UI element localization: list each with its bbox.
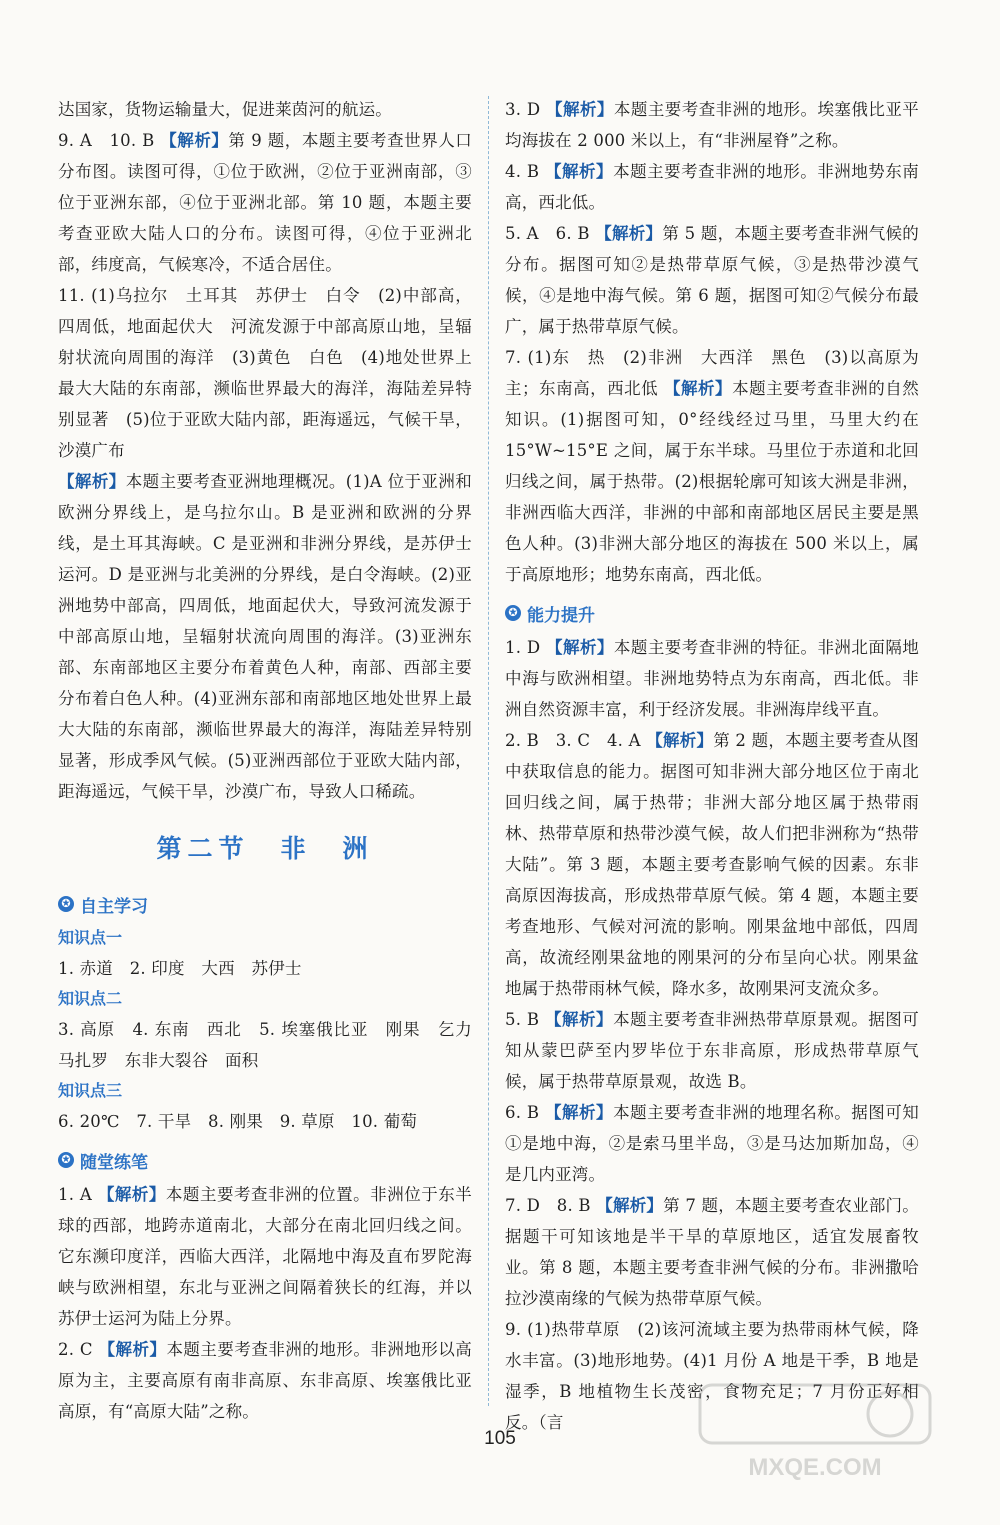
analysis-text: 本题主要考查非洲的位置。非洲位于东半球的西部，地跨赤道南北，大部分在南北回归线之间。它东濒印度洋，西临大西洋，北隔地中海及直布罗陀海峡与欧洲相望，东北与亚洲之间隔着狭长的红海，并以苏伊士运河为陆上分界。 <box>58 1185 472 1328</box>
answer-numbers: 3. D <box>505 100 541 119</box>
section-heading-nengli <box>505 596 919 630</box>
heading-label: 随堂练笔 <box>80 1152 148 1173</box>
analysis-label: 【解析】 <box>545 1010 614 1029</box>
paragraph <box>58 1179 472 1334</box>
analysis-text: 本题主要考查非洲的地形。非洲地形以高原为主，主要高原有南非高原、东非高原、埃塞俄比亚高原，有“高原大陆”之称。 <box>58 1340 472 1421</box>
analysis-text: 第 2 题，本题主要考查从图中获取信息的能力。据图可知非洲大部分地区位于南北回归线之间，属于热带；非洲大部分地区属于热带雨林、热带草原和热带沙漠气候，故人们把非洲称为“热带大陆”。第 3 题，本题主要考查影响气候的因素。东非高原因海拔高，形成热带草原气候。第 4 题，本题主要考查地形、气候对河流的影响。刚果盆地中部低，四周高，故流经刚果盆地的刚果河的分布呈向心状。刚果盆地属于热带雨林气候，降水多，故刚果河支流众多。 <box>505 731 919 998</box>
answer-numbers: 9. A 10. B <box>58 131 155 150</box>
paragraph <box>505 218 919 342</box>
analysis-text: 本题主要考查非洲热带草原景观。据图可知从蒙巴萨至内罗毕位于东非高原，形成热带草原气候，属于热带草原景观，故选 B。 <box>505 1010 919 1091</box>
answer-numbers: 2. C <box>58 1340 93 1359</box>
answer-text: 7. (1)东 热 (2)非洲 大西洋 黑色 (3)以高原为主；东南高，西北低 <box>505 348 919 398</box>
analysis-label: 【解析】 <box>58 472 126 491</box>
paragraph: 9. (1)热带草原 (2)该河流域主要为热带雨林气候，降水丰富。(3)地形地势。(4)1 月份 A 地是干季，B 地是湿季，B 地植物生长茂密，食物充足；7 月份正好相反。（言 <box>505 1320 919 1432</box>
paragraph <box>505 156 919 218</box>
watermark-logo <box>690 1377 940 1487</box>
paragraph <box>505 632 919 725</box>
paragraph <box>505 1190 919 1314</box>
analysis-text: 本题主要考查非洲的自然知识。(1)据图可知，0°经线经过马里，马里大约在 15°W~15°E 之间，属于东半球。马里位于赤道和北回归线之间，属于热带。(2)根据轮廓可知该大洲是非洲，非洲西临大西洋，非洲的中部和南部地区居民主要是黑色人种。(3)非洲大部分地区的海拔在 500 米以上，属于高原地形；地势东南高，西北低。 <box>505 379 919 584</box>
star-badge-icon: ✪ <box>58 896 74 912</box>
left-column <box>58 94 472 1427</box>
analysis-label: 【解析】 <box>545 162 614 181</box>
analysis-label: 【解析】 <box>595 224 663 243</box>
analysis-text: 第 9 题，本题主要考查世界人口分布图。读图可得，①位于欧洲，②位于亚洲南部，③位于亚洲东部，④位于亚洲北部。第 10 题，本题主要考查亚欧大陆人口的分布。读图可得，④位于亚洲北部，纬度高，气候寒冷，不适合居住。 <box>58 131 472 274</box>
paragraph: 11. (1)乌拉尔 土耳其 苏伊士 白令 (2)中部高，四周低，地面起伏大 河流发源于中部高原山地，呈辐射状流向周围的海洋 (3)黄色 白色 (4)地处世界上最大大陆的东南部，濒临世界最大的海洋，海陆差异特别显著 (5)位于亚欧大陆内部，距海遥远，气候干旱，沙漠广布 <box>58 286 472 460</box>
answer-numbers: 7. D 8. B <box>505 1196 591 1215</box>
star-badge-icon: ✪ <box>58 1152 74 1168</box>
analysis-label: 【解析】 <box>160 131 229 150</box>
analysis-label: 【解析】 <box>663 379 733 398</box>
paragraph <box>58 125 472 280</box>
analysis-text: 本题主要考查非洲的地形。非洲地势东南高，西北低。 <box>505 162 919 212</box>
analysis-text: 本题主要考查亚洲地理概况。(1)A 位于亚洲和欧洲分界线上，是乌拉尔山。B 是亚洲和欧洲的分界线，是土耳其海峡。C 是亚洲和非洲分界线，是苏伊士运河。D 是亚洲与北美洲的分界线，是白令海峡。(2)亚洲地势中部高，四周低，地面起伏大，导致河流发源于中部高原山地，呈辐射状流向周围的海洋。(3)亚洲东部、东南部地区主要分布着黄色人种，南部、西部主要分布着白色人种。(4)亚洲东部和南部地区地处世界上最大大陆的东南部，濒临世界最大的海洋，海陆差异特别显著，形成季风气候。(5)亚洲西部位于亚欧大陆内部，距海遥远，气候干旱，沙漠广布，导致人口稀疏。 <box>58 472 472 801</box>
paragraph <box>505 1097 919 1190</box>
heading-label: 自主学习 <box>80 896 148 917</box>
column-divider <box>488 96 489 1406</box>
paragraph <box>58 466 472 807</box>
analysis-label: 【解析】 <box>596 1196 664 1215</box>
paragraph <box>505 725 919 1004</box>
section-heading-zizhu <box>58 887 472 921</box>
analysis-label: 【解析】 <box>646 731 714 750</box>
paragraph <box>505 94 919 156</box>
answer-numbers: 5. B <box>505 1010 540 1029</box>
answer-numbers: 4. B <box>505 162 540 181</box>
paragraph: 6. 20℃ 7. 干旱 8. 刚果 9. 草原 10. 葡萄 <box>58 1112 418 1131</box>
right-column <box>505 94 919 1438</box>
paragraph <box>58 1334 472 1427</box>
analysis-label: 【解析】 <box>98 1340 167 1359</box>
analysis-label: 【解析】 <box>545 1103 614 1122</box>
paragraph: 1. 赤道 2. 印度 大西 苏伊士 <box>58 959 302 978</box>
answer-numbers: 1. D <box>505 638 541 657</box>
paragraph <box>505 1004 919 1097</box>
knowledge-point-heading: 知识点一 <box>58 928 123 947</box>
section-heading-suitang <box>58 1143 472 1177</box>
analysis-label: 【解析】 <box>546 100 614 119</box>
answer-numbers: 5. A 6. B <box>505 224 590 243</box>
answer-numbers: 6. B <box>505 1103 540 1122</box>
analysis-text: 第 7 题，本题主要考查农业部门。据题干可知该地是半干旱的草原地区，适宜发展畜牧业。第 8 题，本题主要考查非洲气候的分布。非洲撒哈拉沙漠南缘的气候为热带草原气候。 <box>505 1196 919 1308</box>
knowledge-point-heading: 知识点二 <box>58 989 123 1008</box>
paragraph: 达国家，货物运输量大，促进莱茵河的航运。 <box>58 100 392 119</box>
analysis-label: 【解析】 <box>546 638 614 657</box>
star-badge-icon: ✪ <box>505 605 521 621</box>
answer-numbers: 2. B 3. C 4. A <box>505 731 641 750</box>
paragraph: 3. 高原 4. 东南 西北 5. 埃塞俄比亚 刚果 乞力马扎罗 东非大裂谷 面积 <box>58 1020 472 1070</box>
section-title: 第二节 非 洲 <box>156 834 374 863</box>
watermark-text: MXQE.COM <box>748 1454 882 1481</box>
analysis-text: 本题主要考查非洲的地理名称。据图可知①是地中海，②是索马里半岛，③是马达加斯加岛，④是几内亚湾。 <box>505 1103 919 1184</box>
paragraph <box>505 342 919 590</box>
analysis-text: 第 5 题，本题主要考查非洲气候的分布。据图可知②是热带草原气候，③是热带沙漠气候，④是地中海气候。第 6 题，据图可知②气候分布最广，属于热带草原气候。 <box>505 224 919 336</box>
page-number: 105 <box>484 1428 516 1449</box>
analysis-text: 本题主要考查非洲的地形。埃塞俄比亚平均海拔在 2 000 米以上，有“非洲屋脊”之称。 <box>505 100 919 150</box>
heading-label: 能力提升 <box>527 605 595 626</box>
analysis-text: 本题主要考查非洲的特征。非洲北面隔地中海与欧洲相望。非洲地势特点为东南高，西北低。非洲自然资源丰富，利于经济发展。非洲海岸线平直。 <box>505 638 919 719</box>
analysis-label: 【解析】 <box>97 1185 166 1204</box>
knowledge-point-heading: 知识点三 <box>58 1081 123 1100</box>
answer-numbers: 1. A <box>58 1185 93 1204</box>
